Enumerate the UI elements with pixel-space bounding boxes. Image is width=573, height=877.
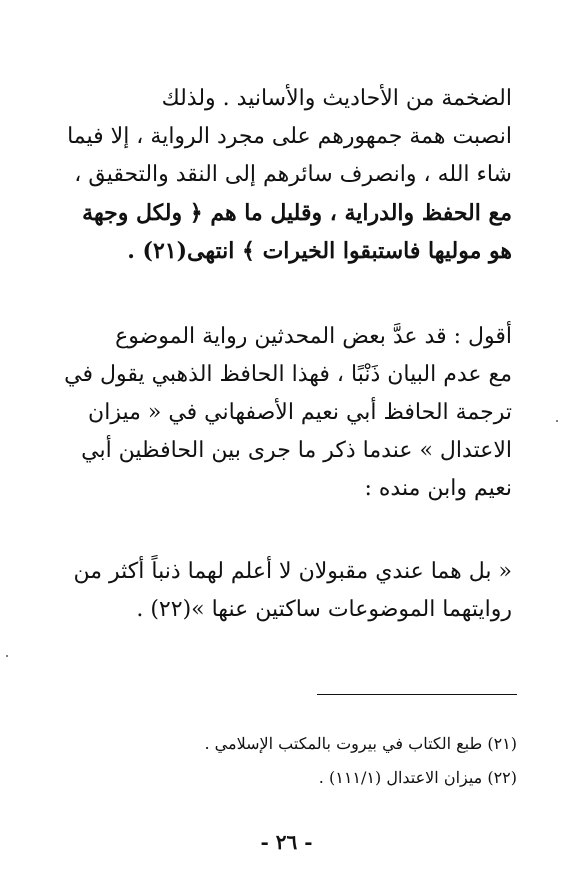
paragraph-2 bbox=[60, 318, 512, 508]
quotation bbox=[60, 553, 512, 629]
quote-line: « بل هما عندي مقبولان لا أعلم لهما ذنباً أكثر من bbox=[73, 559, 512, 584]
text-line: انصبت همة جمهورهم على مجرد الرواية ، إلا فيما bbox=[67, 124, 512, 149]
quran-verse-line: هو موليها فاستبقوا الخيرات ﴾ انتهى(٢١) . bbox=[127, 238, 512, 264]
footnote-separator bbox=[317, 694, 517, 695]
page-number: - ٢٦ - bbox=[260, 830, 313, 854]
text-line: نعيم وابن منده : bbox=[364, 476, 512, 501]
text-line: مع عدم البيان ذَنْبًا ، فهذا الحافظ الذهبي يقول في bbox=[64, 362, 512, 387]
quran-verse-line: مع الحفظ والدراية ، وقليل ما هم ﴿ ولكل وجهة bbox=[82, 200, 512, 226]
text-line: الاعتدال » عندما ذكر ما جرى بين الحافظين أبي bbox=[81, 438, 512, 463]
text-line: ترجمة الحافظ أبي نعيم الأصفهاني في « ميزان bbox=[88, 400, 512, 425]
text-line: الضخمة من الأحاديث والأسانيد . ولذلك bbox=[161, 86, 512, 111]
text-line: شاء الله ، وانصرف سائرهم إلى النقد والتحقيق ، bbox=[74, 162, 512, 187]
footnote-21: (٢١) طبع الكتاب في بيروت بالمكتب الإسلامي . bbox=[204, 734, 517, 753]
footnotes bbox=[150, 727, 517, 795]
footnote-22: (٢٢) ميزان الاعتدال (١١١/١) . bbox=[318, 768, 517, 787]
text-line: أقول : قد عدَّ بعض المحدثين رواية الموضوع bbox=[115, 324, 512, 349]
quote-line: روايتهما الموضوعات ساكتين عنها »(٢٢) . bbox=[136, 597, 512, 622]
paragraph-1 bbox=[60, 80, 512, 270]
